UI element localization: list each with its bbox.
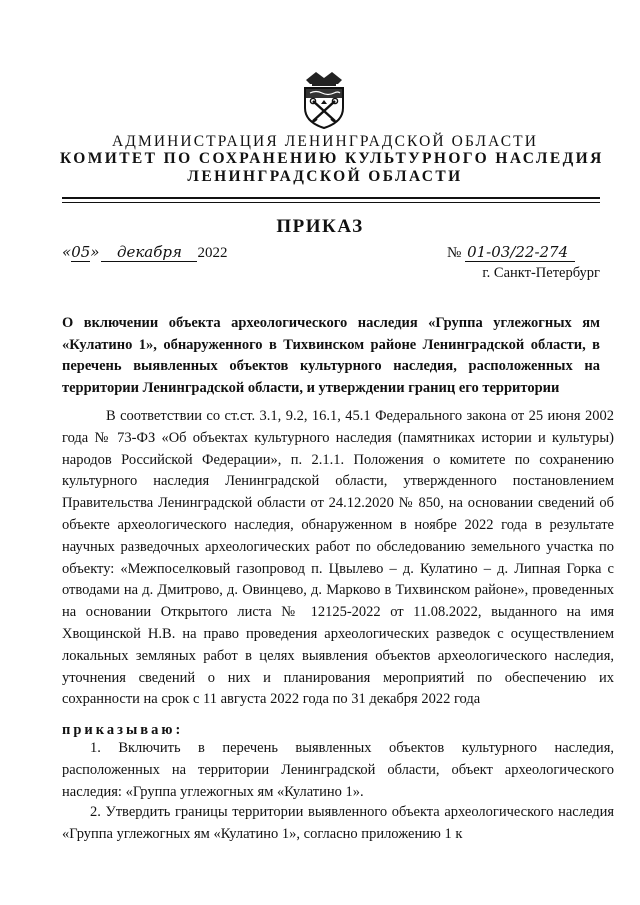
number-prefix: № <box>447 245 462 261</box>
date-open-quote: « <box>62 243 72 261</box>
order-date <box>62 243 227 262</box>
header-rule-thick <box>62 197 600 199</box>
administration-heading: АДМИНИСТРАЦИЯ ЛЕНИНГРАДСКОЙ ОБЛАСТИ <box>112 133 538 150</box>
date-day: 05 <box>71 243 91 261</box>
order-word: приказываю: <box>62 722 184 738</box>
header-rule-thin <box>62 202 600 203</box>
region-heading: ЛЕНИНГРАДСКОЙ ОБЛАСТИ <box>187 168 463 185</box>
order-number <box>447 243 575 262</box>
order-item-1: 1. Включить в перечень выявленных объектов культурного наследия, расположенных на территории Ленинградской области, объект археологического наследия: «Группа углежогных ям «Кулатино 1». <box>62 740 614 800</box>
date-year: 2022 <box>197 245 228 261</box>
coat-of-arms-icon <box>298 66 350 130</box>
document-title: ПРИКАЗ <box>276 216 364 237</box>
committee-heading: КОМИТЕТ ПО СОХРАНЕНИЮ КУЛЬТУРНОГО НАСЛЕДИЯ <box>60 150 604 167</box>
preamble-paragraph: В соответствии со ст.ст. 3.1, 9.2, 16.1, 45.1 Федерального закона от 25 июня 2002 года № 73-ФЗ «Об объектах культурного наследия (памятниках истории и культуры) народов Российской Федерации», п. 2.1.1. Положения о комитете по сохранению культурного наследия Ленинградской области, утвержденного постановлением Правительства Ленинградской области от 24.12.2020 № 850, на основании сведений об объекте археологического наследия, обнаруженном в ноябре 2022 года в результате научных разведочных археологических работ по обследованию земельного участка по объекту: «Межпоселковый газопровод п. Цвылево – д. Кулатино – д. Липная Горка с отводами на д. Дмитрово, д. Овинцево, д. Марково в Тихвинском районе», проведенных на основании Открытого листа № 12125-2022 от 11.08.2022, выданного на имя Хвощинской Н.В. на право проведения археологических разведок с осуществлением локальных земляных работ в целях выявления объектов археологического наследия, уточнения сведений о них и планирования мероприятий по обеспечению их сохранности на срок с 11 августа 2022 года по 31 декабря 2022 года <box>62 408 614 708</box>
order-item-2: 2. Утвердить границы территории выявленного объекта археологического наследия «Группа углежогных ям «Кулатино 1», согласно приложению 1 к <box>62 804 614 842</box>
city-line: г. Санкт-Петербург <box>482 265 600 281</box>
number-value: 01-03/22-274 <box>465 243 575 262</box>
date-month: декабря <box>101 243 197 262</box>
order-subject: О включении объекта археологического наследия «Группа углежогных ям «Кулатино 1», обнаруженного в Тихвинском районе Ленинградской области, в перечень выявленных объектов культурного наследия, расположенных на территории Ленинградской области, и утверждении границ его территории <box>62 315 600 396</box>
date-close-quote: » <box>90 243 100 261</box>
